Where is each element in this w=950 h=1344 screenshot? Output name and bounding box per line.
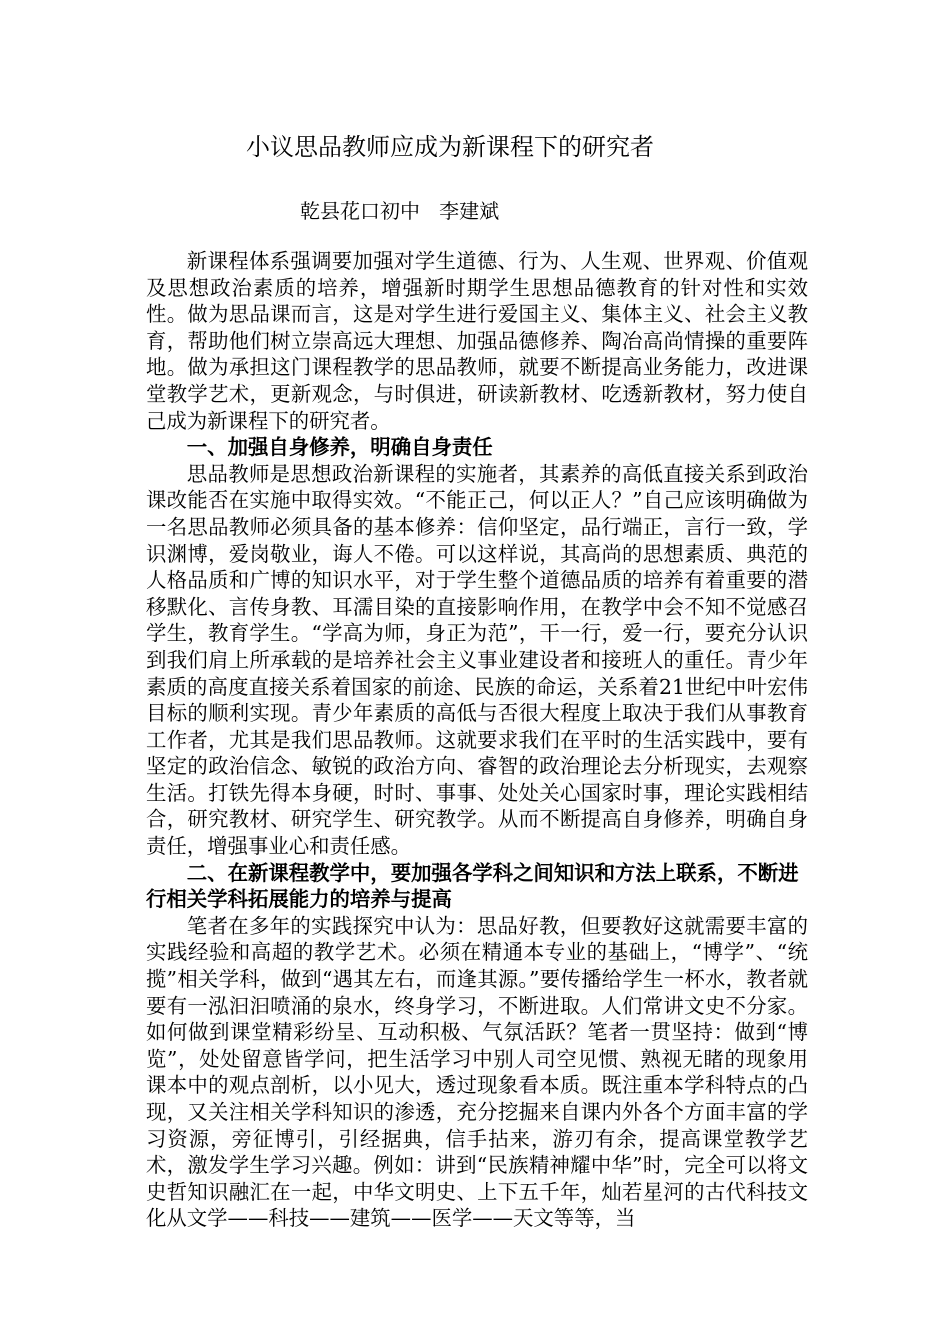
paragraph-intro: 新课程体系强调要加强对学生道德、行为、人生观、世界观、价值观及思想政治素质的培养，增强新时期学生思想品德教育的针对性和实效性。做为思品课而言，这是对学生进行爱国主义、集体主义、社会主义教育，帮助他们树立崇高远大理想、加强品德修养、陶冶高尚情操的重要阵地。做为承担这门课程教学的思品教师，就要不断提高业务能力，改进课堂教学艺术，更新观念，与时俱进，研读新教材、吃透新教材，努力使自己成为新课程下的研究者。 [146,249,808,433]
section-heading-2: 二、在新课程教学中，要加强各学科之间知识和方法上联系，不断进行相关学科拓展能力的培养与提高 [146,860,799,912]
paragraph-section-1: 思品教师是思想政治新课程的实施者，其素养的高低直接关系到政治课改能否在实施中取得实效。“不能正己，何以正人？”自己应该明确做为一名思品教师必须具备的基本修养：信仰坚定，品行端正，言行一致，学识渊博，爱岗敬业，诲人不倦。可以这样说，其高尚的思想素质、典范的人格品质和广博的知识水平，对于学生整个道德品质的培养有着重要的潜移默化、言传身教、耳濡目染的直接影响作用，在教学中会不知不觉感召学生，教育学生。“学高为师，身正为范”，干一行，爱一行，要充分认识到我们肩上所承载的是培养社会主义事业建设者和接班人的重任。青少年素质的高度直接关系着国家的前途、民族的命运，关系着21世纪中叶宏伟目标的顺利实现。青少年素质的高低与否很大程度上取决于我们从事教育工作者，尤其是我们思品教师。这就要求我们在平时的生活实践中，要有坚定的政治信念、敏锐的政治方向、睿智的政治理论去分析现实，去观察生活。打铁先得本身硬，时时、事事、处处关心国家时事，理论实践相结合，研究教材、研究学生、研究教学。从而不断提高自身修养，明确自身责任，增强事业心和责任感。 [146,461,808,859]
document-body [146,248,808,1232]
paragraph-section-2: 笔者在多年的实践探究中认为：思品好教，但要教好这就需要丰富的实践经验和高超的教学艺术。必须在精通本专业的基础上，“博学”、“统揽”相关学科，做到“遇其左右，而逢其源。”要传播给学生一杯水，教者就要有一泓汩汩喷涌的泉水，终身学习，不断进取。人们常讲文史不分家。如何做到课堂精彩纷呈、互动积极、气氛活跃？笔者一贯坚持：做到“博览”，处处留意皆学问，把生活学习中别人司空见惯、熟视无睹的现象用课本中的观点剖析，以小见大，透过现象看本质。既注重本学科特点的凸现，又关注相关学科知识的渗透，充分挖掘来自课内外各个方面丰富的学习资源，旁征博引，引经据典，信手拈来，游刃有余，提高课堂教学艺术，激发学生学习兴趣。例如：讲到“民族精神耀中华”时，完全可以将文史哲知识融汇在一起，中华文明史、上下五千年，灿若星河的古代科技文化从文学——科技——建筑——医学——天文等等，当 [146,913,808,1231]
author-line: 乾县花口初中 李建斌 [300,199,500,223]
section-heading-1: 一、加强自身修养，明确自身责任 [186,435,493,460]
document-title: 小议思品教师应成为新课程下的研究者 [246,133,654,161]
